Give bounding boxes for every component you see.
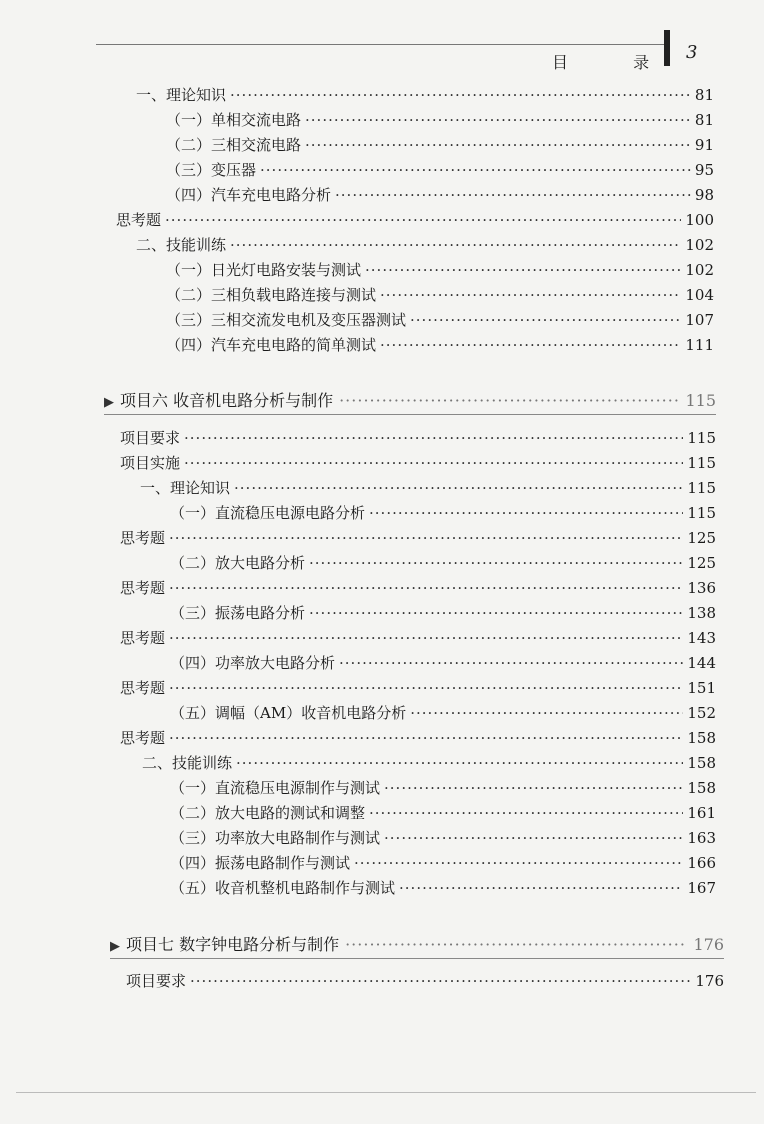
leader-dots	[369, 802, 683, 824]
leader-dots	[236, 752, 683, 774]
toc-entry[interactable]	[166, 184, 714, 206]
toc-page: 81	[694, 111, 714, 129]
toc-label: （二）放大电路的测试和调整	[170, 804, 366, 822]
leader-dots	[309, 552, 683, 574]
toc-entry[interactable]	[120, 452, 716, 474]
toc-page: 125	[687, 554, 716, 572]
leader-dots	[365, 259, 681, 281]
toc-entry[interactable]	[170, 602, 716, 624]
leader-dots	[184, 427, 683, 449]
toc-label: 思考题	[120, 529, 166, 547]
toc-label: （二）放大电路分析	[170, 554, 306, 572]
toc-page: 125	[687, 529, 716, 547]
toc-page: 163	[687, 829, 716, 847]
toc-entry[interactable]	[136, 84, 714, 106]
toc-entry[interactable]	[120, 727, 716, 749]
toc-label: （四）振荡电路制作与测试	[170, 854, 351, 872]
toc-entry[interactable]	[170, 777, 716, 799]
toc-page: 176	[695, 972, 724, 990]
leader-dots	[169, 727, 683, 749]
section-page: 115	[685, 391, 716, 410]
toc-page: 158	[687, 779, 716, 797]
section-page: 176	[693, 935, 724, 954]
toc-entry[interactable]	[120, 627, 716, 649]
toc-page: 166	[687, 854, 716, 872]
toc-label: 思考题	[120, 629, 166, 647]
toc-label: （五）调幅（AM）收音机电路分析	[170, 704, 407, 722]
toc-entry[interactable]	[166, 284, 714, 306]
section-heading[interactable]	[110, 932, 724, 958]
toc-entry[interactable]	[166, 334, 714, 356]
toc-page: 115	[687, 504, 716, 522]
toc-page: 100	[685, 211, 714, 229]
toc-label: 思考题	[116, 211, 162, 229]
section-heading[interactable]	[104, 388, 716, 414]
toc-page: 152	[687, 704, 716, 722]
toc-page: 151	[687, 679, 716, 697]
leader-dots	[169, 577, 683, 599]
page-bottom-edge	[16, 1092, 756, 1093]
toc-entry[interactable]	[170, 702, 716, 724]
toc-page: 115	[687, 429, 716, 447]
leader-dots	[165, 209, 681, 231]
toc-label: （四）汽车充电电路分析	[166, 186, 332, 204]
leader-dots	[380, 334, 681, 356]
leader-dots	[384, 777, 683, 799]
leader-dots	[369, 502, 683, 524]
toc-label: （三）三相交流发电机及变压器测试	[166, 311, 407, 329]
leader-dots	[410, 309, 681, 331]
toc-label: 思考题	[120, 579, 166, 597]
toc-label: （二）三相负载电路连接与测试	[166, 286, 377, 304]
toc-label: （一）直流稳压电源制作与测试	[170, 779, 381, 797]
toc-entry[interactable]	[166, 134, 714, 156]
toc-label: 一、理论知识	[136, 86, 227, 104]
leader-dots	[384, 827, 683, 849]
toc-entry[interactable]	[120, 677, 716, 699]
section-title: 项目七 数字钟电路分析与制作	[126, 935, 340, 954]
toc-entry[interactable]	[142, 752, 716, 774]
leader-dots	[399, 877, 683, 899]
toc-entry[interactable]	[120, 527, 716, 549]
toc-page: 115	[687, 454, 716, 472]
section-title: 项目六 收音机电路分析与制作	[120, 391, 334, 410]
toc-label: 项目实施	[120, 454, 181, 472]
toc-label: 思考题	[120, 729, 166, 747]
leader-dots	[230, 234, 681, 256]
toc-entry[interactable]	[170, 652, 716, 674]
toc-label: （一）单相交流电路	[166, 111, 302, 129]
toc-page: 161	[687, 804, 716, 822]
toc-page: 144	[687, 654, 716, 672]
leader-dots	[305, 109, 691, 131]
leader-dots	[169, 527, 683, 549]
toc-entry[interactable]	[116, 209, 714, 231]
toc-label: 项目要求	[120, 429, 181, 447]
toc-label: （三）变压器	[166, 161, 257, 179]
toc-entry[interactable]	[120, 577, 716, 599]
leader-dots	[345, 932, 687, 958]
leader-dots	[190, 970, 691, 992]
toc-label: （五）收音机整机电路制作与测试	[170, 879, 396, 897]
toc-label: （一）直流稳压电源电路分析	[170, 504, 366, 522]
toc-page: 167	[687, 879, 716, 897]
header-page-number: 3	[686, 42, 698, 63]
toc-page: 98	[694, 186, 714, 204]
leader-dots	[184, 452, 683, 474]
toc-label: （一）日光灯电路安装与测试	[166, 261, 362, 279]
leader-dots	[305, 134, 691, 156]
toc-entry[interactable]	[136, 234, 714, 256]
toc-entry[interactable]	[170, 877, 716, 899]
toc-page: 91	[694, 136, 714, 154]
toc-label: （四）功率放大电路分析	[170, 654, 336, 672]
toc-entry[interactable]	[170, 852, 716, 874]
toc-entry[interactable]	[166, 309, 714, 331]
toc-entry[interactable]	[126, 970, 724, 992]
toc-entry[interactable]	[140, 477, 716, 499]
toc-label: （三）振荡电路分析	[170, 604, 306, 622]
toc-page: 95	[694, 161, 714, 179]
triangle-icon: ▶	[104, 395, 114, 410]
leader-dots	[230, 84, 691, 106]
leader-dots	[234, 477, 683, 499]
leader-dots	[260, 159, 691, 181]
toc-entry[interactable]	[170, 552, 716, 574]
toc-label: 二、技能训练	[142, 754, 233, 772]
toc-entry[interactable]	[166, 259, 714, 281]
toc-page: 158	[687, 729, 716, 747]
toc-entry[interactable]	[170, 827, 716, 849]
header-title: 目 录	[552, 53, 680, 72]
section-rule	[104, 414, 716, 415]
toc-page: 158	[687, 754, 716, 772]
toc-label: 一、理论知识	[140, 479, 231, 497]
toc-page: 138	[687, 604, 716, 622]
toc-label: 二、技能训练	[136, 236, 227, 254]
leader-dots	[169, 677, 683, 699]
toc-page: 104	[685, 286, 714, 304]
leader-dots	[339, 388, 679, 414]
toc-page: 111	[685, 336, 714, 354]
leader-dots	[354, 852, 683, 874]
toc-page: 115	[687, 479, 716, 497]
leader-dots	[309, 602, 683, 624]
toc-entry[interactable]	[170, 802, 716, 824]
leader-dots	[339, 652, 683, 674]
leader-dots	[335, 184, 691, 206]
toc-page: 102	[685, 236, 714, 254]
leader-dots	[380, 284, 681, 306]
toc-entry[interactable]	[166, 109, 714, 131]
section-rule	[110, 958, 724, 959]
toc-label: （四）汽车充电电路的简单测试	[166, 336, 377, 354]
toc-label: （二）三相交流电路	[166, 136, 302, 154]
toc-page: 81	[694, 86, 714, 104]
header-rule	[96, 44, 666, 45]
toc-page: 107	[685, 311, 714, 329]
toc-label: （三）功率放大电路制作与测试	[170, 829, 381, 847]
leader-dots	[169, 627, 683, 649]
toc-page: 102	[685, 261, 714, 279]
triangle-icon: ▶	[110, 939, 120, 954]
toc-label: 思考题	[120, 679, 166, 697]
toc-entry[interactable]	[166, 159, 714, 181]
leader-dots	[410, 702, 683, 724]
toc-entry[interactable]	[120, 427, 716, 449]
toc-page: 136	[687, 579, 716, 597]
toc-label: 项目要求	[126, 972, 187, 990]
toc-page: 143	[687, 629, 716, 647]
toc-entry[interactable]	[170, 502, 716, 524]
